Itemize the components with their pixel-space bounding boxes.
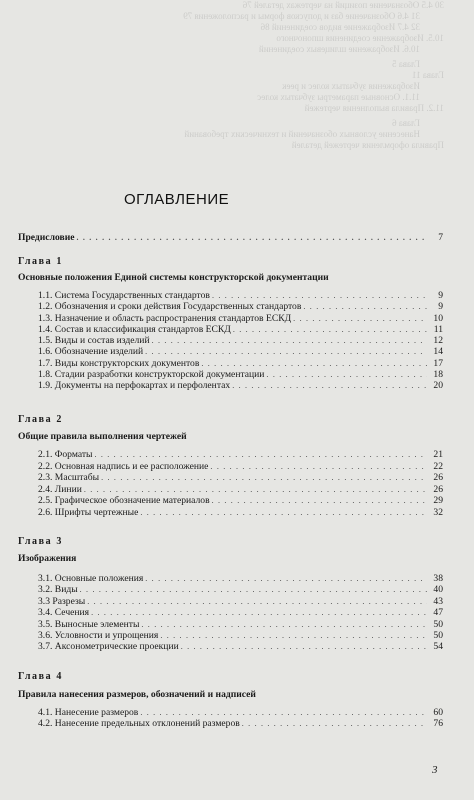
toc-label: 2.1. Форматы: [38, 449, 93, 460]
toc-row[interactable]: [38, 369, 443, 380]
dot-leader: [91, 607, 427, 618]
dot-leader: [293, 313, 427, 324]
show-through-line: Глава 11: [411, 70, 444, 80]
toc-page: 40: [433, 584, 443, 596]
toc-page: 14: [433, 346, 443, 358]
toc-label: 3.3 Разрезы: [38, 595, 86, 607]
toc-label: 1.4. Состав и классификация стандартов ЕСКД: [38, 323, 231, 335]
toc-row[interactable]: [38, 584, 443, 595]
dot-leader: [141, 619, 427, 630]
toc-row[interactable]: [38, 619, 443, 630]
toc-label: 4.2. Нанесение предельных отклонений размеров: [38, 718, 240, 729]
show-through-line: Глава 6: [392, 118, 420, 128]
toc-row[interactable]: [38, 607, 443, 618]
toc-row[interactable]: [38, 472, 443, 483]
toc-page: 54: [433, 641, 443, 653]
toc-row[interactable]: [38, 461, 443, 472]
show-through-line: Изображения зубчатых колес и реек: [282, 81, 420, 91]
dot-leader: [84, 484, 427, 495]
toc-row[interactable]: [38, 507, 443, 518]
toc-label: 1.3. Назначение и область распространения стандартов ЕСКД: [38, 312, 292, 324]
toc-page: 17: [433, 357, 443, 369]
toc-label: 1.9. Документы на перфокартах и перфолентах: [38, 380, 231, 391]
toc-page: 11: [433, 323, 443, 335]
toc-page: 60: [433, 707, 443, 718]
dot-leader: [212, 290, 427, 301]
toc-row[interactable]: [38, 358, 443, 369]
toc-label: 3.1. Основные положения: [38, 573, 144, 584]
toc-page: 38: [433, 573, 443, 584]
toc-label: 1.7. Виды конструкторских документов: [38, 357, 200, 369]
chapter-title: Правила нанесения размеров, обозначений и надписей: [18, 689, 256, 700]
toc-page: 26: [433, 483, 443, 495]
toc-label: 3.6. Условности и упрощения: [38, 630, 159, 641]
toc-page: 22: [433, 460, 443, 472]
toc-label: 1.5. Виды и состав изделий: [38, 335, 150, 346]
dot-leader: [94, 449, 427, 460]
toc-label: 3.7. Аксонометрические проекции: [38, 641, 179, 653]
toc-label: 3.4. Сечения: [38, 607, 90, 619]
toc-row[interactable]: [38, 707, 443, 718]
toc-label: Предисловие: [18, 232, 75, 243]
toc-row-preface[interactable]: [18, 232, 443, 243]
dot-leader: [76, 232, 427, 243]
toc-page: 32: [433, 507, 443, 518]
dot-leader: [145, 346, 427, 357]
show-through-line: Глава 5: [392, 59, 420, 69]
page-number: 3: [432, 764, 438, 776]
toc-title: ОГЛАВЛЕНИЕ: [124, 191, 230, 208]
dot-leader: [210, 461, 427, 472]
dot-leader: [232, 380, 427, 391]
toc-label: 2.2. Основная надпись и ее расположение: [38, 460, 209, 472]
dot-leader: [212, 495, 427, 506]
chapter-title: Изображения: [18, 553, 77, 564]
toc-label: 2.3. Масштабы: [38, 472, 100, 484]
chapter-heading: Глава 1: [18, 256, 63, 267]
dot-leader: [145, 573, 427, 584]
show-through-line: Правила оформления чертежей деталей: [291, 140, 444, 150]
show-through-line: Нанесение условных обозначений и технических требований: [184, 129, 420, 139]
toc-row[interactable]: [38, 290, 443, 301]
toc-row[interactable]: [38, 449, 443, 460]
toc-page: 47: [433, 607, 443, 619]
show-through-line: 32 4.7 Изображение видов соединений 86: [260, 22, 420, 32]
toc-page: 12: [433, 335, 443, 346]
toc-row[interactable]: [38, 641, 443, 652]
dot-leader: [152, 335, 427, 346]
toc-label: 4.1. Нанесение размеров: [38, 707, 139, 718]
toc-row[interactable]: [38, 313, 443, 324]
toc-page: 9: [438, 290, 443, 301]
toc-page: 18: [433, 368, 443, 380]
show-through-line: 10.6. Изображение шлицевых соединений: [258, 44, 420, 54]
toc-label: 3.2. Виды: [38, 584, 78, 596]
toc-row[interactable]: [38, 495, 443, 506]
toc-label: 2.4. Линии: [38, 483, 82, 495]
toc-page: 76: [433, 718, 443, 729]
dot-leader: [140, 507, 427, 518]
show-through-line: 11.2. Правила выполнения чертежей: [304, 103, 444, 113]
toc-label: 1.8. Стадии разработки конструкторской документации: [38, 368, 265, 380]
chapter-title: Общие правила выполнения чертежей: [18, 431, 187, 442]
show-through-line: 11.1. Основные параметры зубчатых колес: [257, 92, 420, 102]
toc-page: 21: [433, 449, 443, 460]
toc-row[interactable]: [38, 484, 443, 495]
dot-leader: [233, 324, 427, 335]
toc-page: 50: [433, 618, 443, 630]
dot-leader: [303, 301, 427, 312]
toc-page: 26: [433, 472, 443, 484]
dot-leader: [140, 707, 427, 718]
dot-leader: [242, 718, 427, 729]
show-through-line: 31 4.6 Обозначение баз и допусков формы и расположения 79: [183, 11, 420, 21]
toc-row[interactable]: [38, 324, 443, 335]
toc-label: 2.5. Графическое обозначение материалов: [38, 495, 210, 507]
chapter-heading: Глава 4: [18, 671, 63, 682]
show-through-line: 30 4.5 Обозначение позиций на чертежах деталей 76: [242, 0, 444, 10]
toc-page: 43: [433, 595, 443, 607]
toc-label: 3.5. Выносные элементы: [38, 618, 140, 630]
toc-page: 50: [433, 630, 443, 641]
show-through-line: 10.5. Изображение соединения шпоночного: [276, 33, 444, 43]
toc-row[interactable]: [38, 380, 443, 391]
toc-page: 7: [438, 232, 443, 243]
dot-leader: [101, 472, 427, 483]
dot-leader: [87, 596, 427, 607]
toc-row[interactable]: [38, 346, 443, 357]
dot-leader: [160, 630, 427, 641]
toc-row[interactable]: [38, 301, 443, 312]
toc-page: 10: [433, 312, 443, 324]
dot-leader: [181, 641, 427, 652]
toc-page: 20: [433, 380, 443, 391]
toc-label: 2.6. Шрифты чертежные: [38, 507, 139, 518]
toc-row[interactable]: [38, 718, 443, 729]
toc-row[interactable]: [38, 335, 443, 346]
dot-leader: [80, 584, 427, 595]
toc-label: 1.6. Обозначение изделий: [38, 346, 144, 358]
chapter-heading: Глава 3: [18, 536, 63, 547]
dot-leader: [201, 358, 427, 369]
toc-row[interactable]: [38, 573, 443, 584]
toc-row[interactable]: [38, 596, 443, 607]
toc-row[interactable]: [38, 630, 443, 641]
toc-label: 1.2. Обозначения и сроки действия Государственных стандартов: [38, 301, 302, 313]
chapter-title: Основные положения Единой системы конструкторской документации: [18, 272, 329, 283]
chapter-heading: Глава 2: [18, 414, 63, 425]
toc-label: 1.1. Система Государственных стандартов: [38, 290, 210, 301]
toc-page: 29: [433, 495, 443, 507]
toc-page: 9: [438, 301, 443, 313]
dot-leader: [266, 369, 427, 380]
